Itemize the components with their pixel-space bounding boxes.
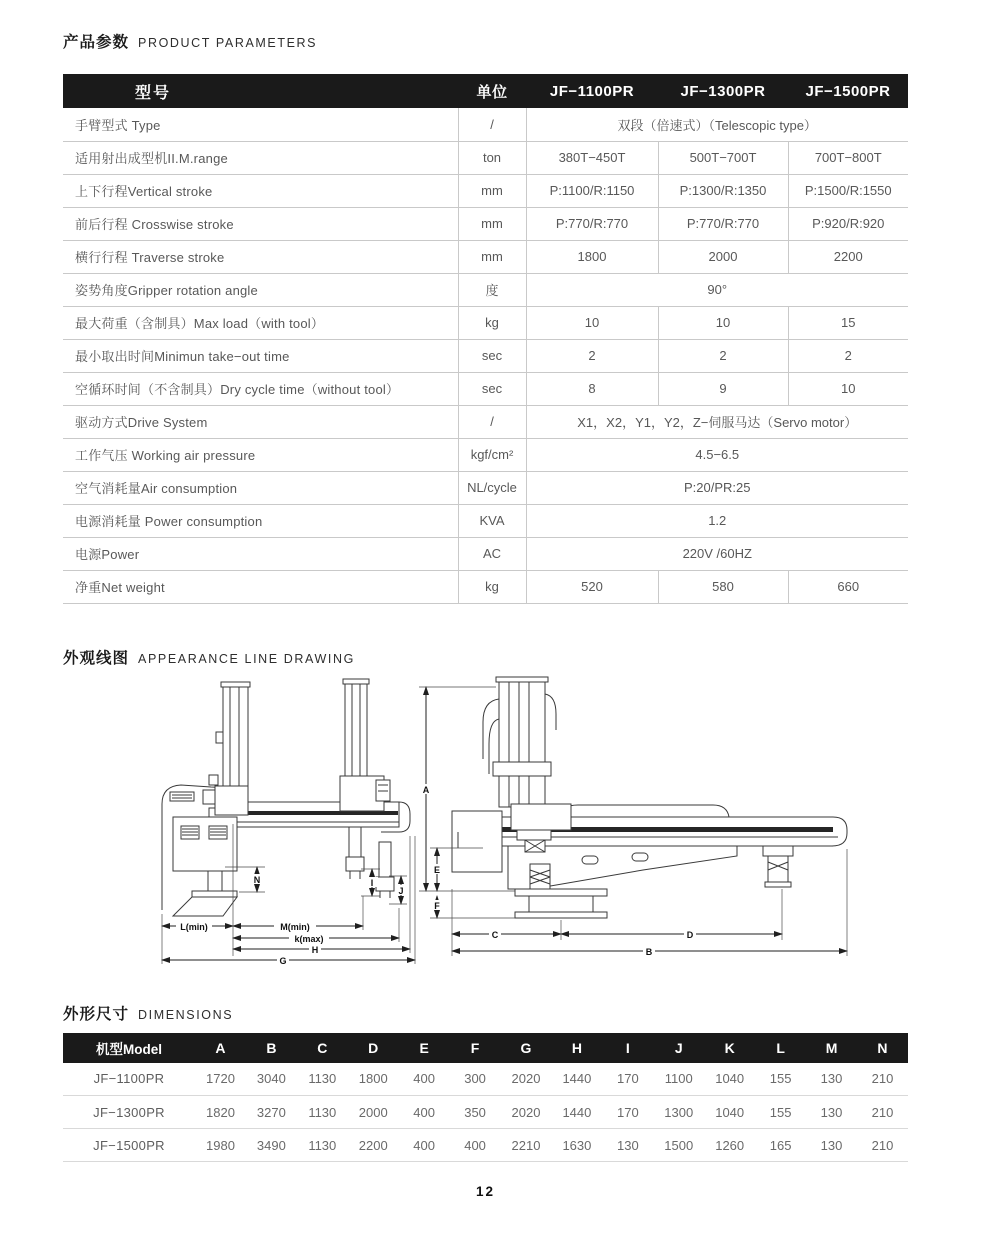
param-unit: sec: [458, 339, 526, 372]
dim-cell: 165: [755, 1129, 806, 1162]
param-name: 净重Net weight: [63, 570, 458, 603]
param-name: 姿势角度Gripper rotation angle: [63, 273, 458, 306]
param-value: 380T−450T: [526, 141, 658, 174]
dim-label-i: I: [370, 877, 374, 888]
param-unit: 度: [458, 273, 526, 306]
param-value-span: 90°: [526, 273, 908, 306]
param-row: [63, 438, 908, 471]
dim-cell: 1500: [653, 1129, 704, 1162]
parameters-section-title: [63, 30, 908, 51]
page-number: 12: [475, 1184, 496, 1199]
param-row: [63, 141, 908, 174]
dim-col-m: M: [806, 1033, 857, 1063]
param-unit: kg: [458, 306, 526, 339]
appearance-line-drawing: [63, 674, 913, 974]
param-unit: ton: [458, 141, 526, 174]
dim-cell: 400: [399, 1063, 450, 1096]
dim-cell: 3270: [246, 1096, 297, 1129]
param-name: 驱动方式Drive System: [63, 405, 458, 438]
dim-cell: 170: [602, 1096, 653, 1129]
dim-cell: 1260: [704, 1129, 755, 1162]
dim-cell: 400: [399, 1129, 450, 1162]
param-unit: KVA: [458, 504, 526, 537]
dim-cell: 3490: [246, 1129, 297, 1162]
parameters-title-en: PRODUCT PARAMETERS: [138, 36, 318, 50]
param-value: P:920/R:920: [788, 207, 908, 240]
param-value: 15: [788, 306, 908, 339]
param-value: 1800: [526, 240, 658, 273]
dim-cell: 1440: [551, 1063, 602, 1096]
dim-cell: 300: [450, 1063, 501, 1096]
dim-cell: 1040: [704, 1063, 755, 1096]
param-unit: sec: [458, 372, 526, 405]
dim-cell: 1800: [348, 1063, 399, 1096]
dimensions-title-en: DIMENSIONS: [138, 1007, 234, 1022]
dim-cell: 1100: [653, 1063, 704, 1096]
param-value: 520: [526, 570, 658, 603]
dim-label-b: B: [645, 946, 653, 957]
front-view-drawing: [162, 679, 415, 966]
dimensions-table: [63, 1033, 908, 1163]
dim-cell: 1300: [653, 1096, 704, 1129]
param-name: 空循环时间（不含制具）Dry cycle time（without tool）: [63, 372, 458, 405]
param-value-span: 双段（倍速式）（Telescopic type）: [526, 108, 908, 141]
parameters-header-row: [63, 74, 908, 108]
col-header-model-type: 型号: [63, 74, 458, 108]
param-row: [63, 471, 908, 504]
param-value: 2: [788, 339, 908, 372]
dim-label-f: F: [434, 900, 440, 911]
param-row: [63, 504, 908, 537]
param-row: [63, 405, 908, 438]
dim-cell: 130: [806, 1096, 857, 1129]
dim-label-a: A: [422, 784, 430, 795]
dim-col-f: F: [450, 1033, 501, 1063]
param-unit: kg: [458, 570, 526, 603]
col-header-unit: 单位: [458, 74, 526, 108]
drawing-section-title: [63, 646, 908, 667]
dim-col-e: E: [399, 1033, 450, 1063]
dim-label-d: D: [686, 929, 694, 940]
param-value: P:1300/R:1350: [658, 174, 788, 207]
param-row: [63, 174, 908, 207]
param-unit: NL/cycle: [458, 471, 526, 504]
col-header-model-2: JF−1300PR: [658, 74, 788, 108]
param-unit: kgf/cm²: [458, 438, 526, 471]
drawing-title-en: APPEARANCE LINE DRAWING: [138, 651, 355, 666]
dim-cell: 1440: [551, 1096, 602, 1129]
dim-cell: 400: [450, 1129, 501, 1162]
dim-label-h: H: [311, 944, 319, 955]
param-row: [63, 273, 908, 306]
dim-cell: 2020: [501, 1063, 552, 1096]
param-value: 700T−800T: [788, 141, 908, 174]
param-value: 2000: [658, 240, 788, 273]
dim-col-l: L: [755, 1033, 806, 1063]
product-parameters-table: [63, 74, 908, 604]
param-row: [63, 537, 908, 570]
dim-col-g: G: [501, 1033, 552, 1063]
dimension-row: [63, 1096, 908, 1129]
dim-col-i: I: [602, 1033, 653, 1063]
param-row: [63, 306, 908, 339]
param-row: [63, 570, 908, 603]
dimension-row: [63, 1129, 908, 1162]
dim-cell: 1130: [297, 1129, 348, 1162]
dimensions-title-zh: 外形尺寸: [63, 1005, 130, 1023]
drawing-title-zh: 外观线图: [63, 649, 130, 667]
dim-cell: 350: [450, 1096, 501, 1129]
parameters-title-zh: 产品参数: [63, 34, 130, 51]
dim-model: JF−1300PR: [63, 1096, 195, 1129]
param-value: 500T−700T: [658, 141, 788, 174]
dim-col-model: 机型Model: [63, 1033, 195, 1063]
dimensions-header-row: [63, 1033, 908, 1063]
param-unit: mm: [458, 174, 526, 207]
dim-label-kmax: k(max): [294, 933, 324, 944]
side-view-drawing: [419, 677, 847, 957]
param-name: 工作气压 Working air pressure: [63, 438, 458, 471]
dim-cell: 1130: [297, 1063, 348, 1096]
dim-label-g: G: [279, 955, 287, 966]
param-value: 9: [658, 372, 788, 405]
col-header-model-1: JF−1100PR: [526, 74, 658, 108]
dim-cell: 1630: [551, 1129, 602, 1162]
dim-col-c: C: [297, 1033, 348, 1063]
dim-cell: 1040: [704, 1096, 755, 1129]
param-row: [63, 339, 908, 372]
param-name: 空气消耗量Air consumption: [63, 471, 458, 504]
dim-col-j: J: [653, 1033, 704, 1063]
param-name: 适用射出成型机II.M.range: [63, 141, 458, 174]
dim-cell: 1980: [195, 1129, 246, 1162]
dim-label-n: N: [253, 874, 261, 885]
param-value: 10: [526, 306, 658, 339]
dim-cell: 1820: [195, 1096, 246, 1129]
dim-cell: 400: [399, 1096, 450, 1129]
param-value-span: 220V /60HZ: [526, 537, 908, 570]
param-value: 8: [526, 372, 658, 405]
param-unit: /: [458, 108, 526, 141]
dimension-row: [63, 1063, 908, 1096]
param-name: 横行行程 Traverse stroke: [63, 240, 458, 273]
dim-col-d: D: [348, 1033, 399, 1063]
dim-cell: 1720: [195, 1063, 246, 1096]
param-value: 580: [658, 570, 788, 603]
param-value-span: 1.2: [526, 504, 908, 537]
param-value-span: X1，X2，Y1，Y2，Z−伺服马达（Servo motor）: [526, 405, 908, 438]
col-header-model-3: JF−1500PR: [788, 74, 908, 108]
dim-model: JF−1500PR: [63, 1129, 195, 1162]
dim-label-mmin: M(min): [280, 921, 310, 932]
param-name: 手臂型式 Type: [63, 108, 458, 141]
dim-cell: 130: [806, 1129, 857, 1162]
dim-col-a: A: [195, 1033, 246, 1063]
param-name: 最大荷重（含制具）Max load（with tool）: [63, 306, 458, 339]
dim-cell: 3040: [246, 1063, 297, 1096]
param-unit: mm: [458, 207, 526, 240]
dim-model: JF−1100PR: [63, 1063, 195, 1096]
param-value-span: 4.5−6.5: [526, 438, 908, 471]
dim-cell: 210: [857, 1063, 908, 1096]
dim-cell: 170: [602, 1063, 653, 1096]
param-row: [63, 240, 908, 273]
param-value: P:770/R:770: [658, 207, 788, 240]
param-value-span: P:20/PR:25: [526, 471, 908, 504]
dim-label-j: J: [398, 885, 404, 896]
param-value: 2: [658, 339, 788, 372]
dim-cell: 2210: [501, 1129, 552, 1162]
param-name: 前后行程 Crosswise stroke: [63, 207, 458, 240]
dim-cell: 2020: [501, 1096, 552, 1129]
param-row: [63, 108, 908, 141]
param-unit: AC: [458, 537, 526, 570]
dim-cell: 2200: [348, 1129, 399, 1162]
dim-col-h: H: [551, 1033, 602, 1063]
dim-cell: 130: [806, 1063, 857, 1096]
param-row: [63, 207, 908, 240]
dim-cell: 1130: [297, 1096, 348, 1129]
dim-cell: 155: [755, 1063, 806, 1096]
dim-cell: 210: [857, 1129, 908, 1162]
param-value: 2: [526, 339, 658, 372]
dim-col-b: B: [246, 1033, 297, 1063]
dim-label-c: C: [491, 929, 499, 940]
dim-label-e: E: [433, 864, 441, 875]
dimensions-section-title: [63, 1002, 908, 1023]
dim-col-n: N: [857, 1033, 908, 1063]
dim-cell: 2000: [348, 1096, 399, 1129]
param-row: [63, 372, 908, 405]
param-value: 2200: [788, 240, 908, 273]
dim-col-k: K: [704, 1033, 755, 1063]
param-value: 10: [658, 306, 788, 339]
param-name: 电源Power: [63, 537, 458, 570]
param-value: P:1100/R:1150: [526, 174, 658, 207]
dim-cell: 210: [857, 1096, 908, 1129]
param-unit: mm: [458, 240, 526, 273]
param-name: 最小取出时间Minimun take−out time: [63, 339, 458, 372]
dim-cell: 130: [602, 1129, 653, 1162]
param-value: P:770/R:770: [526, 207, 658, 240]
param-value: P:1500/R:1550: [788, 174, 908, 207]
param-value: 660: [788, 570, 908, 603]
dim-label-lmin: L(min): [180, 921, 208, 932]
dim-cell: 155: [755, 1096, 806, 1129]
param-name: 上下行程Vertical stroke: [63, 174, 458, 207]
param-value: 10: [788, 372, 908, 405]
param-name: 电源消耗量 Power consumption: [63, 504, 458, 537]
param-unit: /: [458, 405, 526, 438]
